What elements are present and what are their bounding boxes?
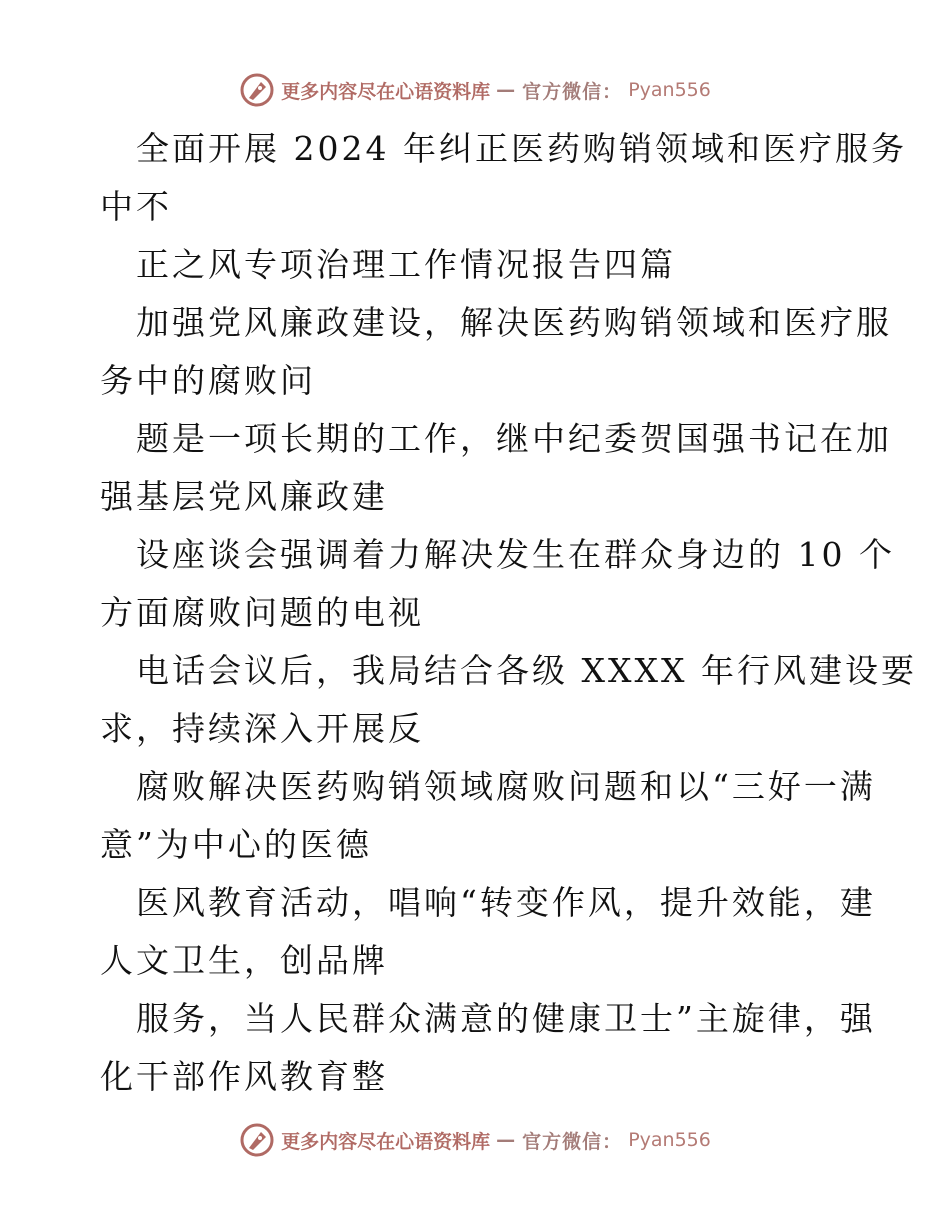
text-line: 腐败解决医药购销领域腐败问题和以“三好一满	[136, 767, 876, 806]
footer-watermark	[0, 1120, 950, 1160]
text-line: 正之风专项治理工作情况报告四篇	[136, 245, 676, 284]
text-line: 设座谈会强调着力解决发生在群众身边的 10 个	[136, 535, 895, 574]
text-line: 加强党风廉政建设，解决医药购销领域和医疗服	[136, 303, 892, 342]
text-line: 电话会议后，我局结合各级 XXXX 年行风建设要	[136, 651, 917, 690]
watermark-brand: 更多内容尽在心语资料库	[281, 1130, 491, 1153]
text-line: 强基层党风廉政建	[100, 477, 388, 516]
header-watermark	[0, 70, 950, 110]
watermark-brand: 更多内容尽在心语资料库	[281, 80, 491, 103]
watermark-wechat-id: Pyan556	[628, 79, 711, 101]
watermark-official: 官方微信：	[522, 1130, 623, 1153]
text-line: 题是一项长期的工作，继中纪委贺国强书记在加	[136, 419, 892, 458]
text-line: 人文卫生，创品牌	[100, 941, 388, 980]
pen-nib-logo-icon	[239, 72, 275, 108]
text-line: 化干部作风教育整	[100, 1057, 388, 1096]
watermark-separator: —	[496, 79, 517, 101]
document-body	[100, 120, 917, 1106]
pen-nib-logo-icon	[239, 1122, 275, 1158]
text-line: 全面开展 2024 年纠正医药购销领域和医疗服务	[136, 129, 907, 168]
text-line: 医风教育活动，唱响“转变作风，提升效能，建	[136, 883, 876, 922]
text-line: 意”为中心的医德	[100, 825, 372, 864]
text-line: 服务，当人民群众满意的健康卫士”主旋律，强	[136, 999, 876, 1038]
text-line: 求，持续深入开展反	[100, 709, 424, 748]
text-line: 中不	[100, 187, 172, 226]
watermark-wechat-id: Pyan556	[628, 1129, 711, 1151]
watermark-separator: —	[496, 1129, 517, 1151]
watermark-official: 官方微信：	[522, 80, 623, 103]
text-line: 方面腐败问题的电视	[100, 593, 424, 632]
text-line: 务中的腐败问	[100, 361, 316, 400]
